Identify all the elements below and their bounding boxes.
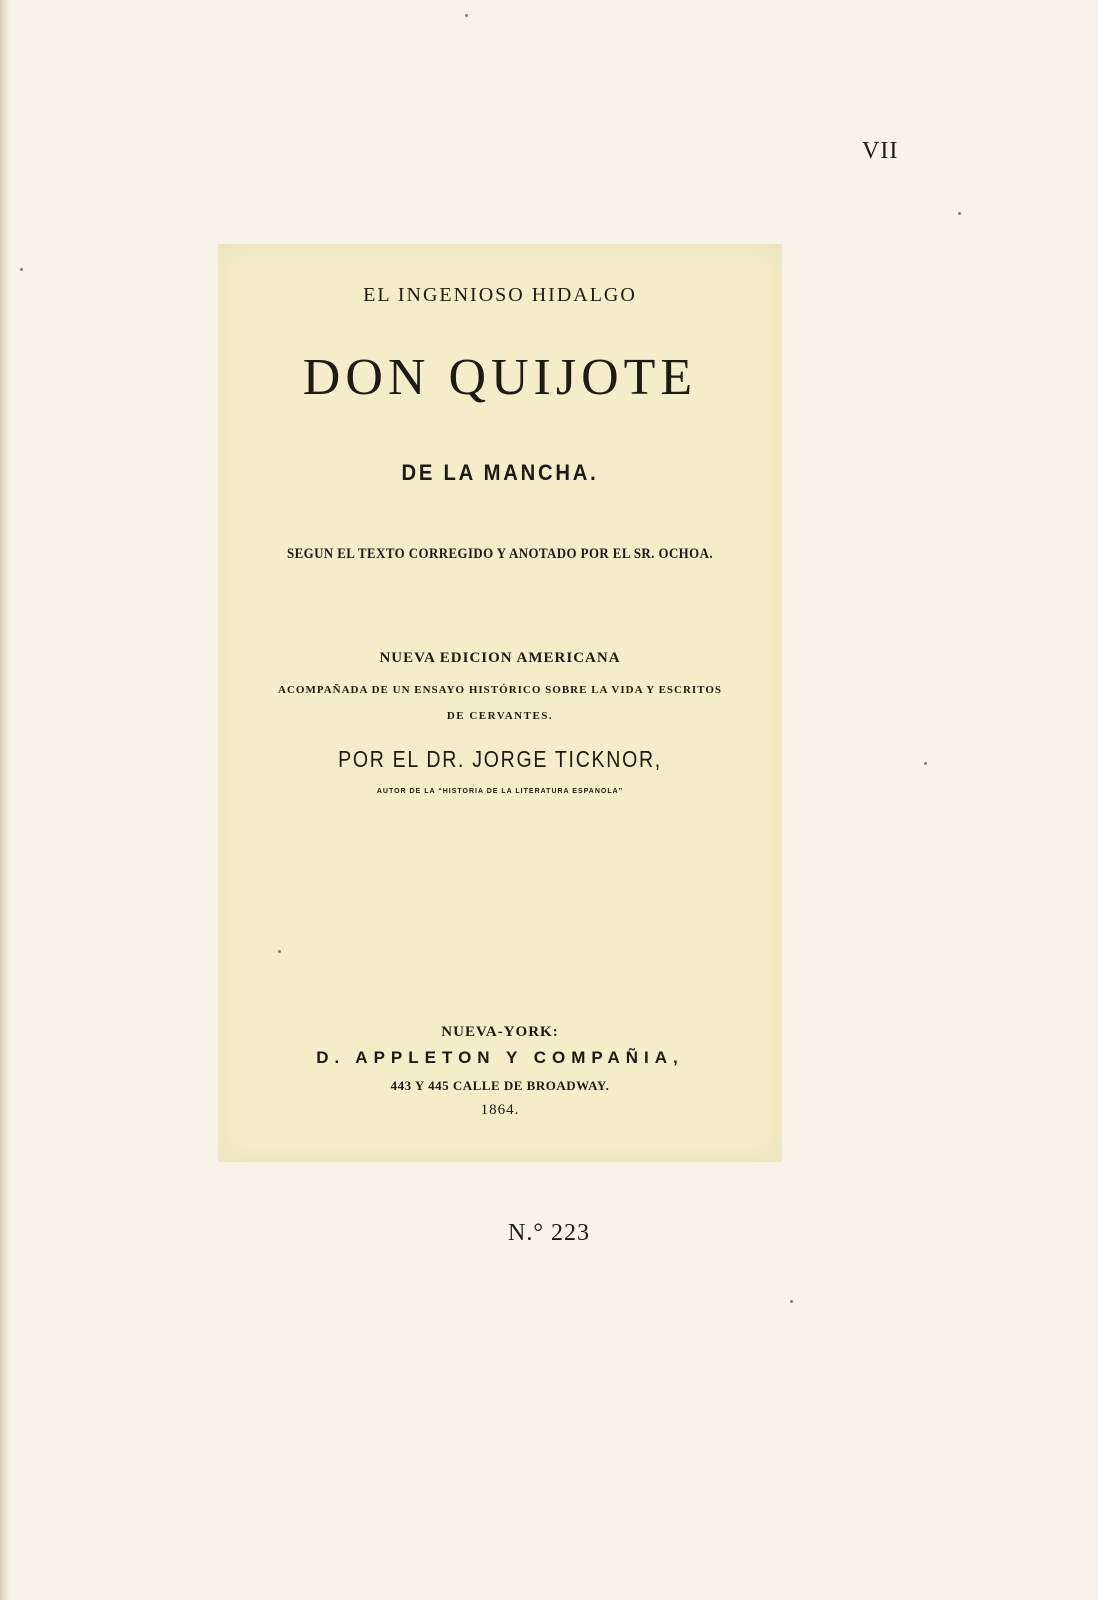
main-title: DON QUIJOTE [302, 349, 698, 406]
paper-speck [278, 950, 281, 953]
page-number: VII [862, 138, 899, 164]
paper-speck [790, 1300, 793, 1303]
paper-speck [924, 762, 927, 765]
paper-speck [958, 212, 961, 215]
paper-speck [465, 14, 468, 17]
text-note: SEGUN EL TEXTO CORREGIDO Y ANOTADO POR EL SR. OCHOA. [286, 546, 714, 562]
page-edge [0, 0, 10, 1600]
title-page-plate [218, 244, 782, 1162]
edition-number: N.° 223 [508, 1220, 590, 1246]
essay-line-2: DE CERVANTES. [446, 710, 554, 722]
address-line: 443 Y 445 CALLE DE BROADWAY. [390, 1078, 610, 1093]
city-line: NUEVA-YORK: [441, 1024, 559, 1040]
edition-line: NUEVA EDICION AMERICANA [379, 650, 621, 666]
paper-speck [20, 268, 23, 271]
author-note: AUTOR DE LA “HISTORIA DE LA LITERATURA ESPANOLA” [376, 788, 624, 795]
year-line: 1864. [480, 1102, 520, 1118]
essay-line-1: ACOMPAÑADA DE UN ENSAYO HISTÓRICO SOBRE LA VIDA Y ESCRITOS [278, 684, 722, 696]
subtitle: DE LA MANCHA. [401, 460, 599, 485]
top-line: EL INGENIOSO HIDALGO [363, 284, 637, 306]
author-line: POR EL DR. JORGE TICKNOR, [338, 746, 662, 772]
publisher-line: D. APPLETON Y COMPAÑIA, [316, 1048, 684, 1067]
